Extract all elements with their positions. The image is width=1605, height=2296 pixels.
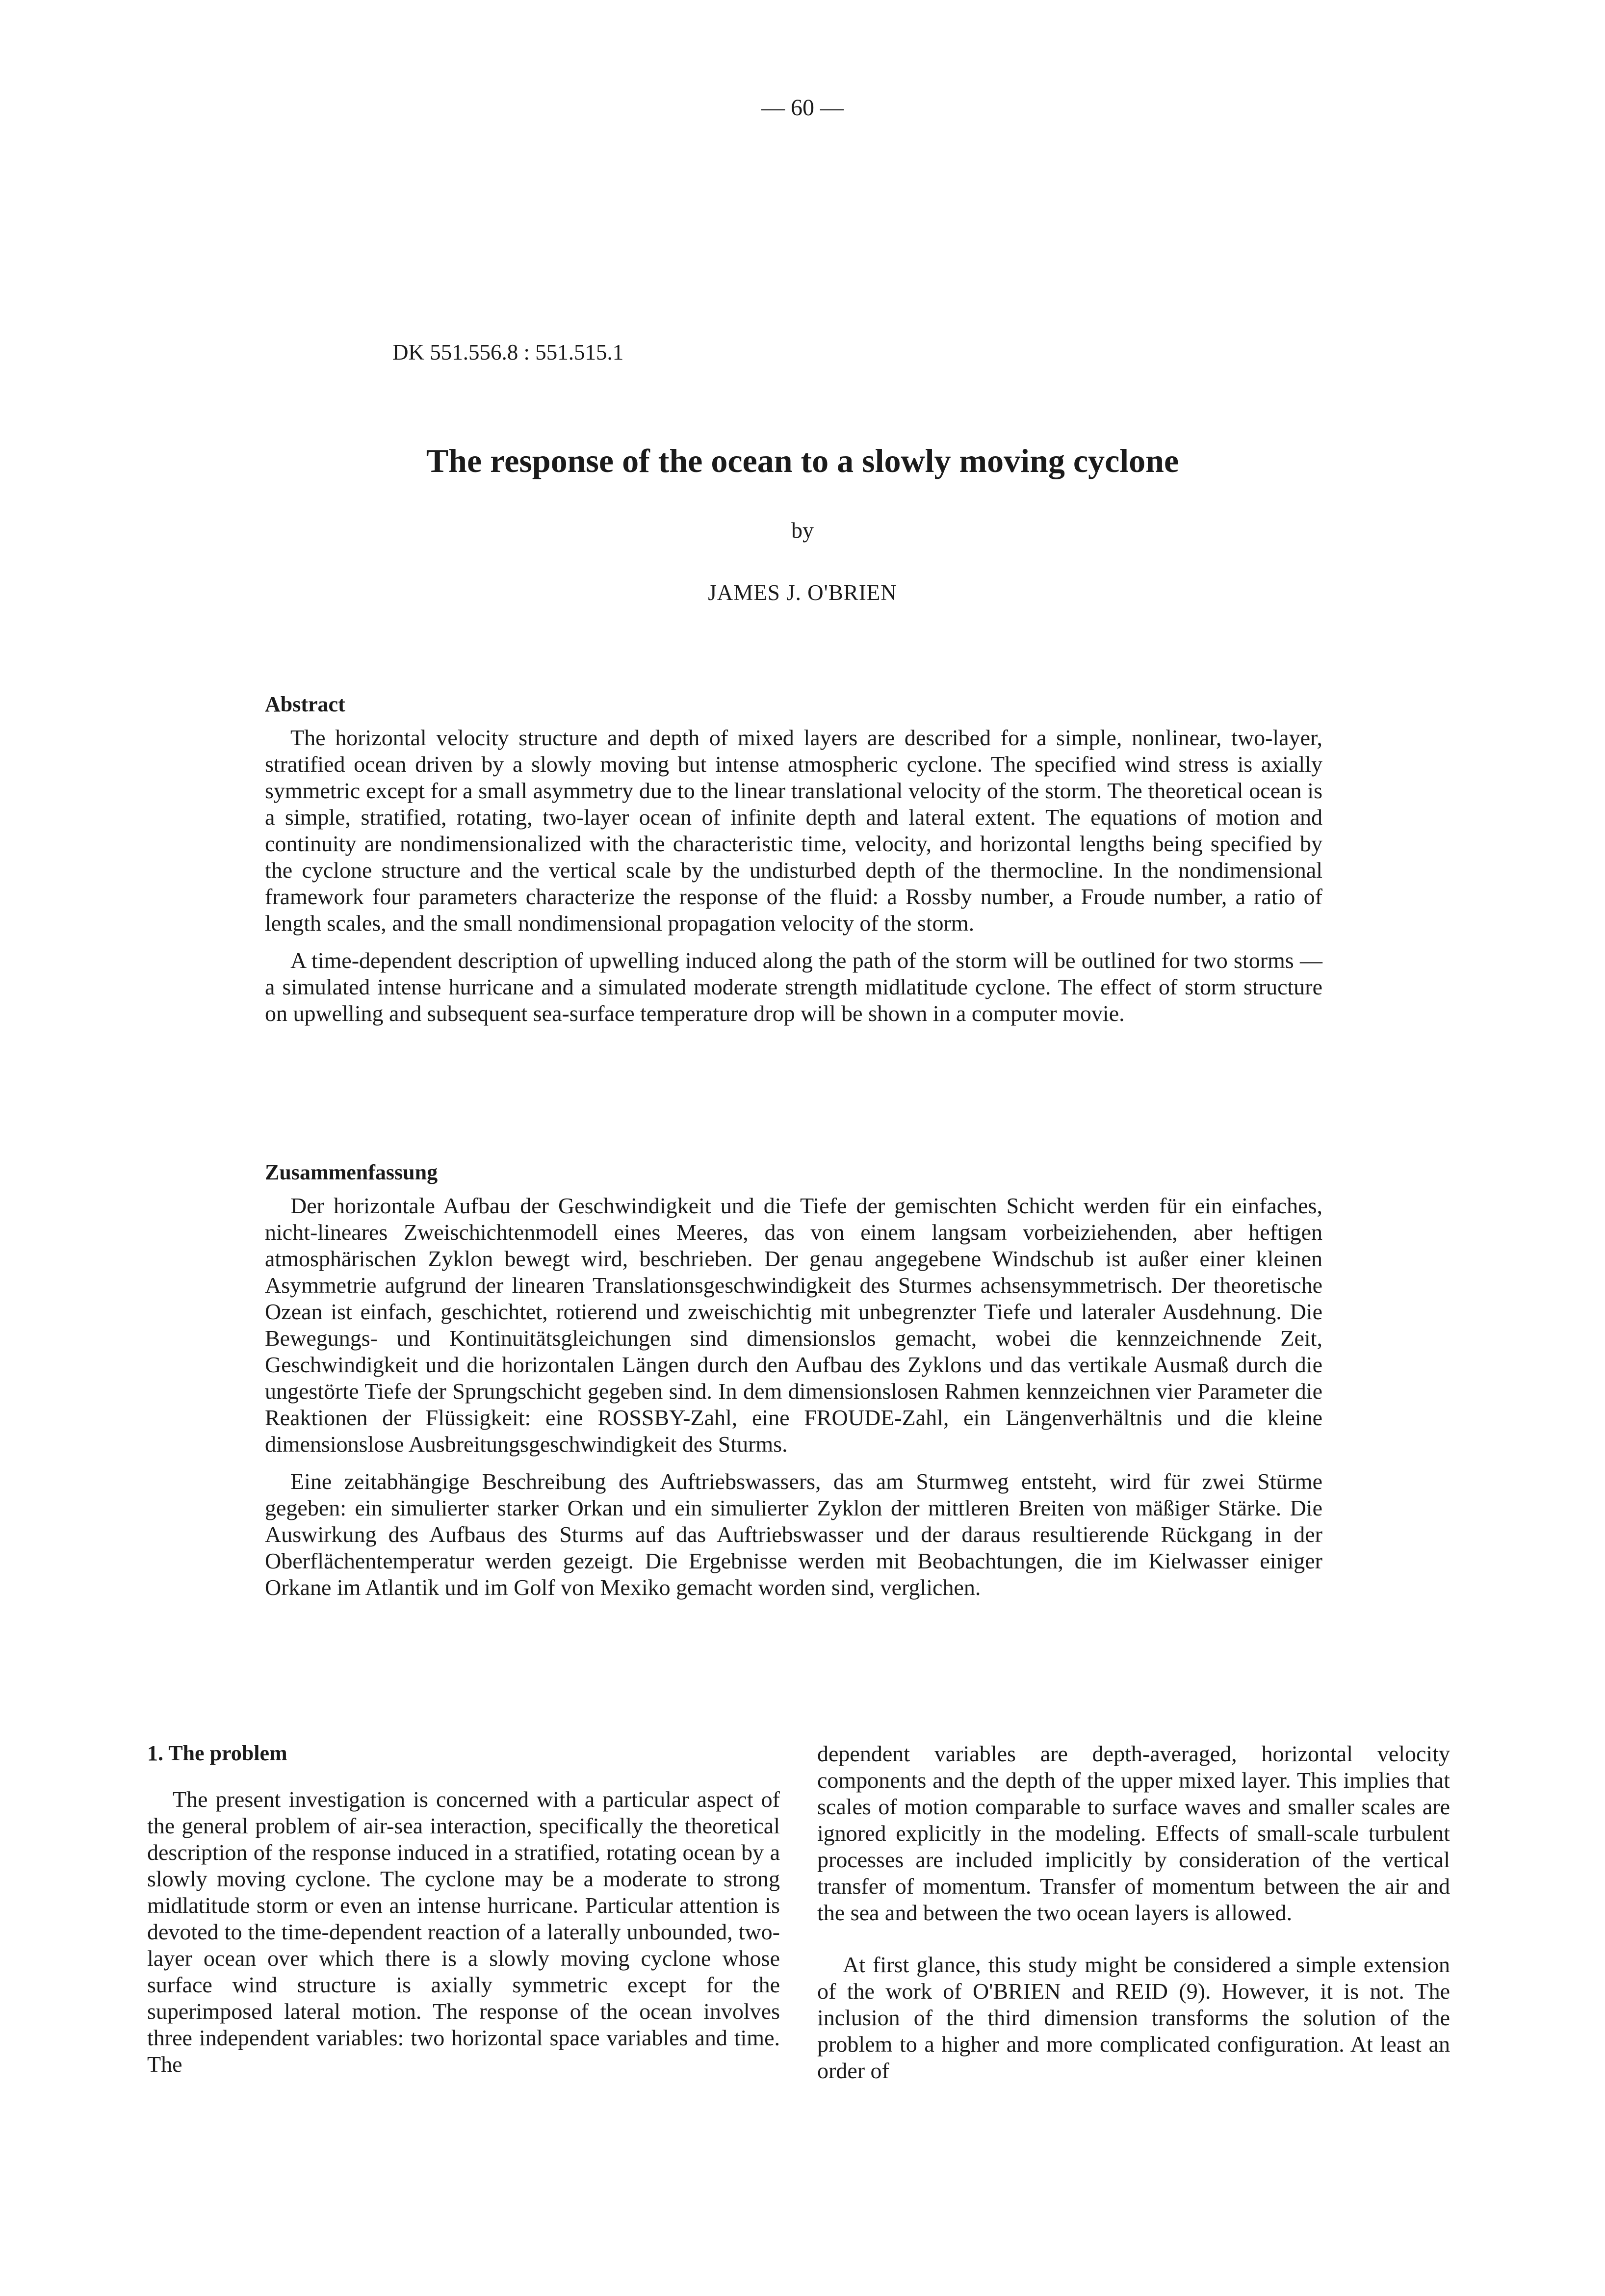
by-line: by [791,518,814,543]
abstract-paragraph: The horizontal velocity structure and depth of mixed layers are described for a simple, nonlinear, two-layer, stratified ocean driven by a slowly moving but intense atmospheric cyclone. The specified wind stress is axially symmetric except for a small asymmetry due to the linear translational velocity of the storm. The theoretical ocean is a simple, stratified, rotating, two-layer ocean of infinite depth and lateral extent. The equations of motion and continuity are nondimensionalized with the characteristic time, velocity, and horizontal lengths being specified by the cyclone structure and the vertical scale by the undisturbed depth of the thermocline. In the nondimensional framework four parameters characterize the response of the fluid: a Rossby number, a Froude number, a ratio of length scales, and the small nondimensional propagation velocity of the storm. [265,725,1322,936]
body-column-left [147,1741,780,2103]
zusammenfassung-heading: Zusammenfassung [265,1160,438,1184]
author-name: JAMES J. O'BRIEN [708,580,897,605]
page-number: — 60 — [761,95,844,121]
zusammenfassung-section [265,1160,1322,1612]
body-paragraph: The present investigation is concerned with a particular aspect of the general problem of air-sea interaction, specifically the theoretical description of the response induced in a stratified, rotating ocean by a slowly moving cyclone. The cyclone may be a moderate to strong midlatitude storm or even an intense hurricane. Particular attention is devoted to the time-dependent reaction of a laterally unbounded, two-layer ocean over which there is a slowly moving cyclone whose surface wind structure is axially symmetric except for the superimposed lateral motion. The response of the ocean involves three independent variables: two horizontal space variables and time. The [147,1787,780,2077]
zusammenfassung-paragraph: Eine zeitabhängige Beschreibung des Auftriebswassers, das am Sturmweg entsteht, wird für zwei Stürme gegeben: ein simulierter starker Orkan und ein simulierter Zyklon der mittleren Breiten von mäßiger Stärke. Die Auswirkung des Aufbaus des Sturms auf das Auftriebswasser und der daraus resultierende Rückgang in der Oberflächentemperatur werden gezeigt. Die Ergebnisse werden mit Beobachtungen, die im Kielwasser einiger Orkane im Atlantik und im Golf von Mexiko gemacht worden sind, verglichen. [265,1469,1322,1600]
abstract-paragraph: A time-dependent description of upwelling induced along the path of the storm will be outlined for two storms — a simulated intense hurricane and a simulated moderate strength midlatitude cyclone. The effect of storm structure on upwelling and subsequent sea-surface temperature drop will be shown in a computer movie. [265,948,1322,1026]
abstract-section [265,692,1322,1038]
dk-classification-code: DK 551.556.8 : 551.515.1 [392,340,624,365]
section-heading: 1. The problem [147,1741,287,1765]
body-paragraph: At first glance, this study might be considered a simple extension of the work of O'BRIEN and REID (9). However, it is not. The inclusion of the third dimension transforms the solution of the problem to a higher and more complicated configuration. At least an order of [817,1952,1450,2083]
abstract-heading: Abstract [265,692,345,716]
zusammenfassung-paragraph: Der horizontale Aufbau der Geschwindigkeit und die Tiefe der gemischten Schicht werden für ein einfaches, nicht-lineares Zweischichtenmodell eines Meeres, das von einem langsam vorbeiziehenden, aber heftigen atmosphärischen Zyklon bewegt wird, beschrieben. Der genau angegebene Windschub ist außer einer kleinen Asymmetrie aufgrund der linearen Translationsgeschwindigkeit des Sturmes achsensymmetrisch. Der theoretische Ozean ist einfach, geschichtet, rotierend und zweischichtig mit unbegrenzter Tiefe und lateraler Ausdehnung. Die Bewegungs- und Kontinuitätsgleichungen sind dimensionslos gemacht, wobei die kennzeichnende Zeit, Geschwindigkeit und die horizontalen Längen durch den Aufbau des Zyklons und das vertikale Ausmaß durch die ungestörte Tiefe der Sprungschicht gegeben sind. In dem dimensionslosen Rahmen kennzeichnen vier Parameter die Reaktionen der Flüssigkeit: eine ROSSBY-Zahl, eine FROUDE-Zahl, ein Längenverhältnis und die kleine dimensionslose Ausbreitungsgeschwindigkeit des Sturms. [265,1193,1322,1457]
body-paragraph: dependent variables are depth-averaged, horizontal velocity components and the depth of the upper mixed layer. This implies that scales of motion comparable to surface waves and smaller scales are ignored explicitly in the modeling. Effects of small-scale turbulent processes are included implicitly by consideration of the vertical transfer of momentum. Transfer of momentum between the air and the sea and between the two ocean layers is allowed. [817,1741,1450,1925]
paper-title: The response of the ocean to a slowly moving cyclone [426,442,1179,479]
body-column-right [817,1741,1450,2110]
